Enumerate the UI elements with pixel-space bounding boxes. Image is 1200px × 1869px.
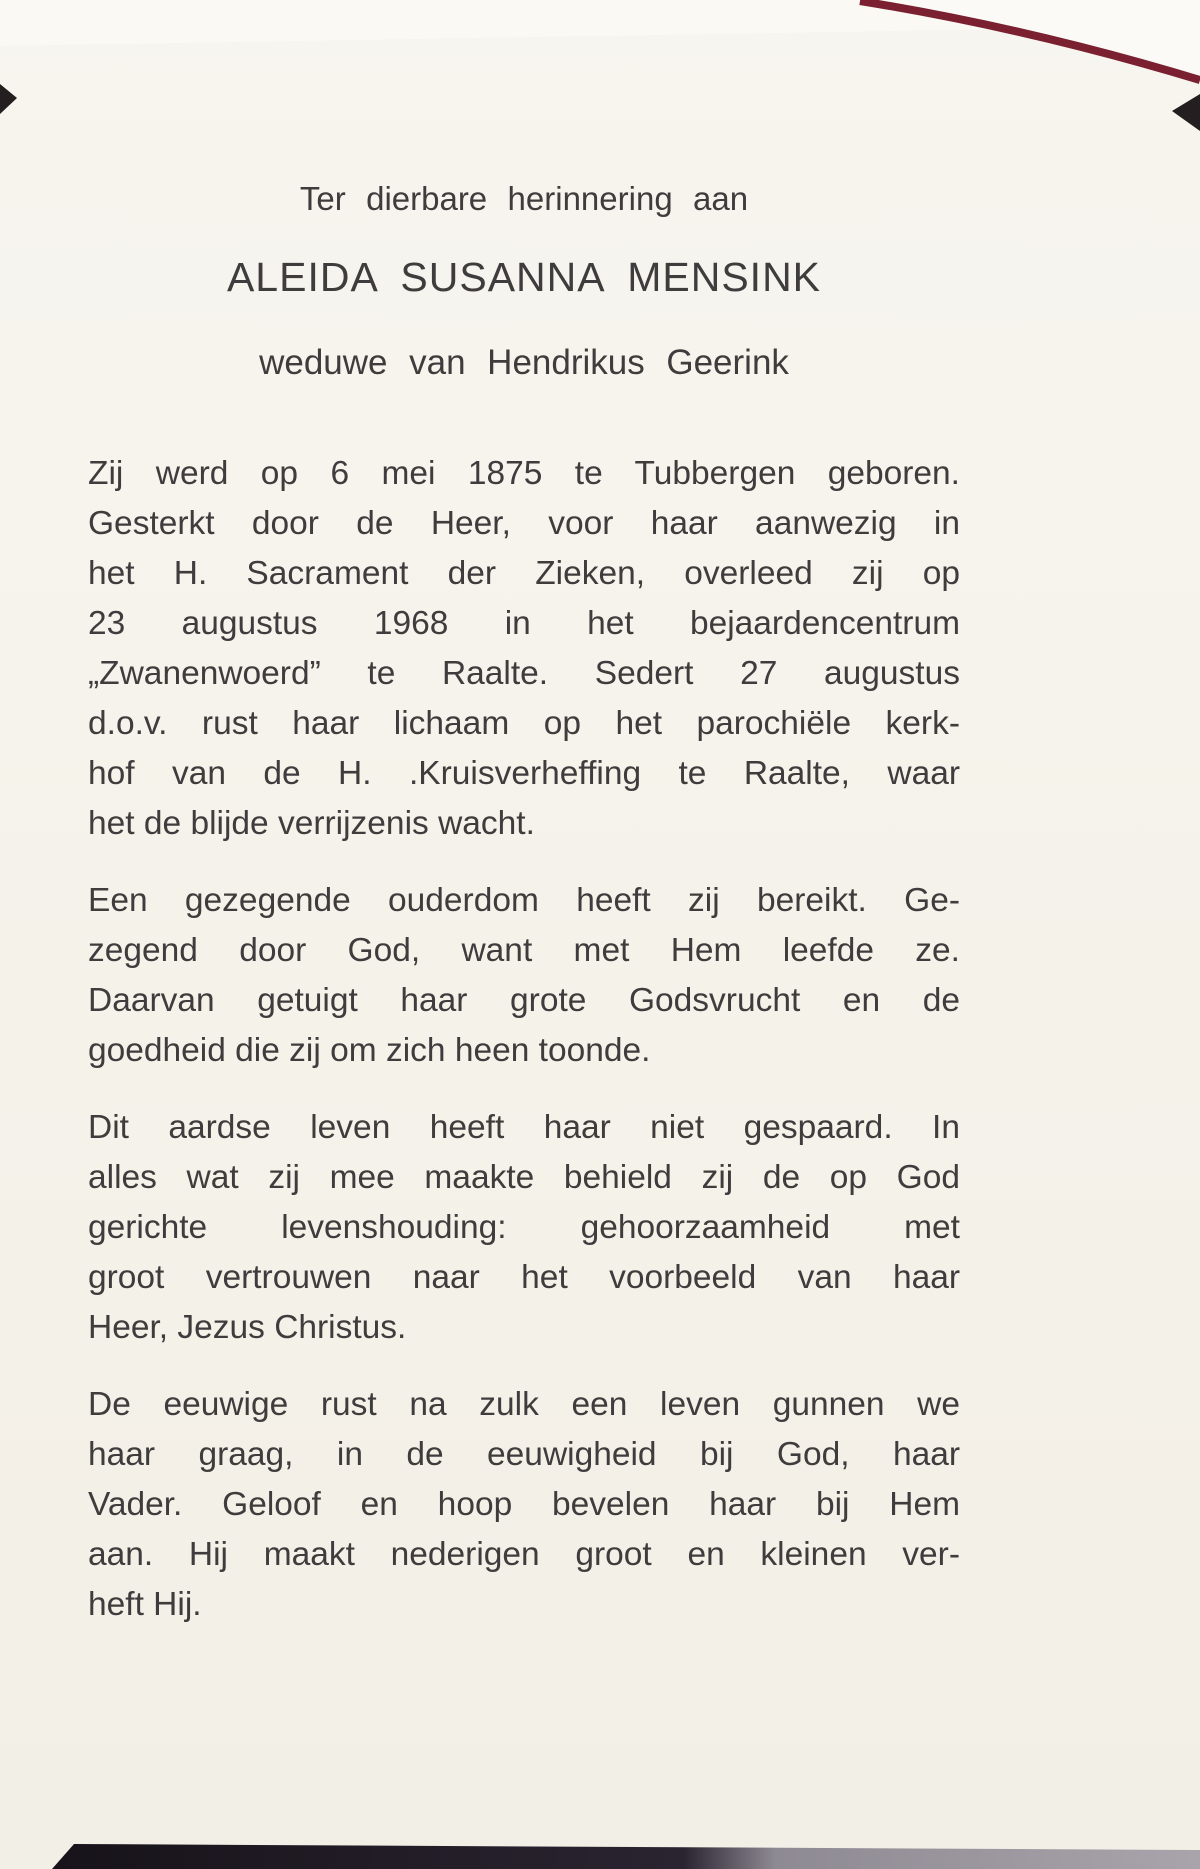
- text-line: haar graag, in de eeuwigheid bij God, haar: [88, 1436, 960, 1473]
- text-line: „Zwanenwoerd” te Raalte. Sedert 27 augustus: [88, 655, 960, 692]
- text-line: Een gezegende ouderdom heeft zij bereikt. Ge-: [88, 882, 960, 919]
- text-line: hof van de H. .Kruisverheffing te Raalte, waar: [88, 755, 960, 792]
- paragraph: [88, 876, 960, 1076]
- text-line: Heer, Jezus Christus.: [88, 1309, 407, 1346]
- text-line: Vader. Geloof en hoop bevelen haar bij Hem: [88, 1486, 960, 1523]
- paragraph: [88, 449, 960, 849]
- photo-mount-notch-left: [0, 84, 17, 114]
- paragraph: [88, 1380, 960, 1630]
- text-line: alles wat zij mee maakte behield zij de op God: [88, 1159, 960, 1196]
- text-line: Dit aardse leven heeft haar niet gespaard. In: [88, 1109, 960, 1146]
- bottom-scan-edge: [52, 1844, 1200, 1869]
- text-line: 23 augustus 1968 in het bejaardencentrum: [88, 605, 960, 642]
- deceased-name: ALEIDA SUSANNA MENSINK: [226, 254, 822, 300]
- text-line: aan. Hij maakt nederigen groot en kleinen ver-: [88, 1536, 960, 1573]
- widow-of-line: weduwe van Hendrikus Geerink: [259, 343, 789, 382]
- text-line: groot vertrouwen naar het voorbeeld van haar: [88, 1259, 960, 1296]
- text-line: d.o.v. rust haar lichaam op het parochiële kerk-: [88, 705, 960, 742]
- text-line: zegend door God, want met Hem leefde ze.: [88, 932, 960, 969]
- text-line: Daarvan getuigt haar grote Godsvrucht en de: [88, 982, 960, 1019]
- photo-mount-notch-right: [1172, 94, 1200, 131]
- text-line: goedheid die zij om zich heen toonde.: [88, 1032, 651, 1069]
- memorial-card: [88, 0, 960, 1657]
- paragraph: [88, 1103, 960, 1353]
- text-line: De eeuwige rust na zulk een leven gunnen we: [88, 1386, 960, 1423]
- text-line: Zij werd op 6 mei 1875 te Tubbergen geboren.: [88, 455, 960, 492]
- text-line: Gesterkt door de Heer, voor haar aanwezig in: [88, 505, 960, 542]
- text-line: het H. Sacrament der Zieken, overleed zij op: [88, 555, 960, 592]
- text-line: het de blijde verrijzenis wacht.: [88, 805, 535, 842]
- text-line: gerichte levenshouding: gehoorzaamheid met: [88, 1209, 960, 1246]
- memorial-intro-line: Ter dierbare herinnering aan: [299, 180, 749, 217]
- memorial-text: [88, 449, 960, 1630]
- text-line: heft Hij.: [88, 1586, 202, 1623]
